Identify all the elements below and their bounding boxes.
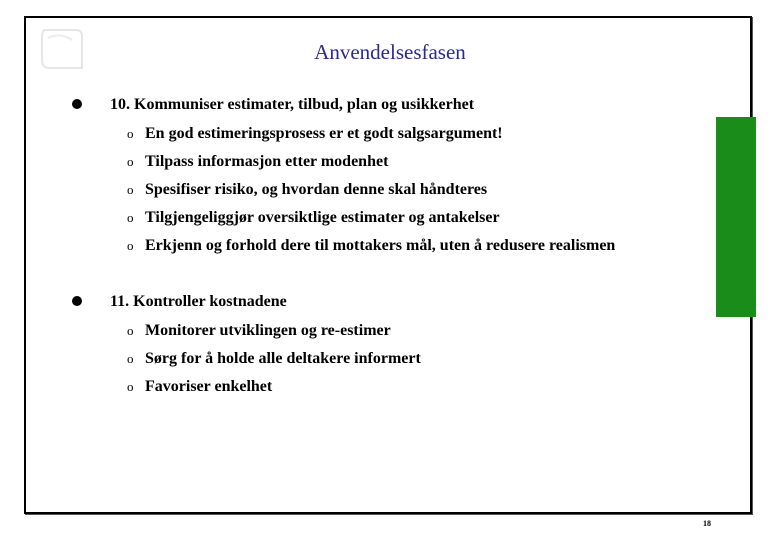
filled-circle-bullet-icon — [72, 99, 82, 109]
list-item — [127, 237, 616, 255]
hollow-o-bullet-icon: o — [127, 182, 134, 197]
list-item-text: Tilpass informasjon etter modenhet — [145, 153, 389, 170]
hollow-o-bullet-icon: o — [127, 126, 134, 141]
hollow-o-bullet-icon: o — [127, 323, 134, 338]
hollow-o-bullet-icon: o — [127, 351, 134, 366]
hollow-o-bullet-icon: o — [127, 154, 134, 169]
green-accent-bar — [716, 117, 756, 317]
hollow-o-bullet-icon: o — [127, 379, 134, 394]
list-item — [127, 378, 273, 396]
list-item-text: Erkjenn og forhold dere til mottakers mål, uten å redusere realismen — [145, 237, 616, 254]
hollow-o-bullet-icon: o — [127, 238, 134, 253]
list-item — [127, 153, 389, 171]
filled-circle-bullet-icon — [72, 296, 82, 306]
list-item — [127, 125, 503, 143]
slide-title: Anvendelsesfasen — [314, 40, 466, 64]
section-heading-text: 10. Kommuniser estimater, tilbud, plan og usikkerhet — [110, 96, 475, 113]
page-number: 18 — [703, 519, 711, 528]
list-item — [127, 350, 421, 368]
list-item — [127, 322, 391, 340]
list-item-text: Sørg for å holde alle deltakere informert — [145, 350, 421, 367]
section-heading-communicate — [110, 96, 474, 114]
list-item — [127, 209, 500, 227]
list-item-text: Spesifiser risiko, og hvordan denne skal håndteres — [145, 181, 488, 198]
hollow-o-bullet-icon: o — [127, 210, 134, 225]
list-item-text: Tilgjengeliggjør oversiktlige estimater og antakelser — [145, 209, 500, 226]
list-item-text: Favoriser enkelhet — [145, 378, 273, 395]
list-item-text: En god estimeringsprosess er et godt salgsargument! — [145, 125, 503, 142]
list-item-text: Monitorer utviklingen og re-estimer — [145, 322, 391, 339]
section-heading-control-costs — [110, 293, 287, 311]
slide-frame — [24, 16, 752, 514]
section-heading-text: 11. Kontroller kostnadene — [110, 293, 287, 310]
list-item — [127, 181, 488, 199]
